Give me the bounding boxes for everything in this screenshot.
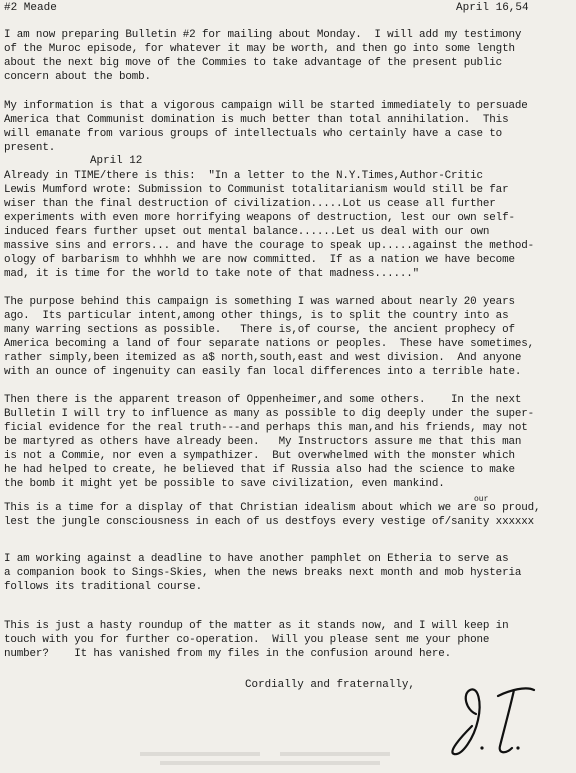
show-through-text — [130, 748, 430, 768]
interlinear-insert: our — [474, 495, 489, 504]
text-line: America that Communist domination is much better than total annihilation. This — [4, 114, 509, 126]
header-date: April 16,54 — [456, 2, 529, 14]
text-line: lest the jungle consciousness in each of us destfoys every vestige of/sanity xxxxxx — [4, 516, 534, 528]
text-line: concern about the bomb. — [4, 71, 151, 83]
text-line: I am working against a deadline to have another pamphlet on Etheria to serve as — [4, 553, 509, 565]
dated-note: April 12 — [90, 155, 143, 167]
text-line: ago. Its particular intent,among other things, is to split the country into as — [4, 310, 509, 322]
text-line: The purpose behind this campaign is something I was warned about nearly 20 years — [4, 296, 515, 308]
text-line: many warring sections as possible. There is,of course, the ancient prophecy of — [4, 324, 515, 336]
text-line: massive sins and errors... and have the courage to speak up.....against the method- — [4, 240, 534, 252]
text-line: he had helped to create, he believed that if Russia also had the science to make — [4, 464, 515, 476]
text-line: a companion book to Sings-Skies, when the news breaks next month and mob hysteria — [4, 567, 522, 579]
text-line: My information is that a vigorous campaign will be started immediately to persuade — [4, 100, 528, 112]
text-line: about the next big move of the Commies to take advantage of the present public — [4, 57, 503, 69]
text-line: be martyred as others have already been. My Instructors assure me that this man — [4, 436, 522, 448]
text-line: with an ounce of ingenuity can easily fan local differences into a terrible hate. — [4, 366, 522, 378]
closing-salutation: Cordially and fraternally, — [245, 679, 415, 691]
text-line: Bulletin I will try to influence as many as possible to dig deeply under the super- — [4, 408, 534, 420]
text-line: Lewis Mumford wrote: Submission to Communist totalitarianism would still be far — [4, 184, 509, 196]
text-line: of the Muroc episode, for whatever it may be worth, and then go into some length — [4, 43, 515, 55]
text-line: Then there is the apparent treason of Oppenheimer,and some others. In the next — [4, 394, 522, 406]
text-line: This is just a hasty roundup of the matter as it stands now, and I will keep in — [4, 620, 509, 632]
text-line: is not a Commie, nor even a sympathizer. But overwhelmed with the monster which — [4, 450, 515, 462]
text-line: number? It has vanished from my files in the confusion around here. — [4, 648, 451, 660]
text-line: This is a time for a display of that Christian idealism about which we are so proud, — [4, 502, 541, 514]
text-line: ology of barbarism to whhhh we are now committed. If as a nation we have become — [4, 254, 515, 266]
text-line: will emanate from various groups of intellectuals who certainly have a case to — [4, 128, 503, 140]
text-line: follows its traditional course. — [4, 581, 202, 593]
text-line: ficial evidence for the real truth---and perhaps this man,and his friends, may not — [4, 422, 528, 434]
text-line: the bomb it might yet be possible to save civilization, even mankind. — [4, 478, 445, 490]
text-line: mad, it is time for the world to take note of that madness......" — [4, 268, 420, 280]
header-bulletin-ref: #2 Meade — [4, 2, 57, 14]
text-line: induced fears further upset out mental balance......Let us deal with our own — [4, 226, 490, 238]
text-line: wiser than the final destruction of civilization.....Lot us cease all further — [4, 198, 496, 210]
text-line: I am now preparing Bulletin #2 for mailing about Monday. I will add my testimony — [4, 29, 522, 41]
handwritten-signature — [440, 668, 540, 758]
text-line: touch with you for further co-operation. Will you please sent me your phone — [4, 634, 490, 646]
text-line: Already in TIME/there is this: "In a letter to the N.Y.Times,Author-Critic — [4, 170, 483, 182]
text-line: present. — [4, 142, 56, 154]
text-line: experiments with even more horrifying weapons of destruction, lest our own self- — [4, 212, 515, 224]
text-line: America becoming a land of four separate nations or peoples. These have sometimes, — [4, 338, 534, 350]
text-line: rather simply,been itemized as a$ north,south,east and west division. And anyone — [4, 352, 522, 364]
